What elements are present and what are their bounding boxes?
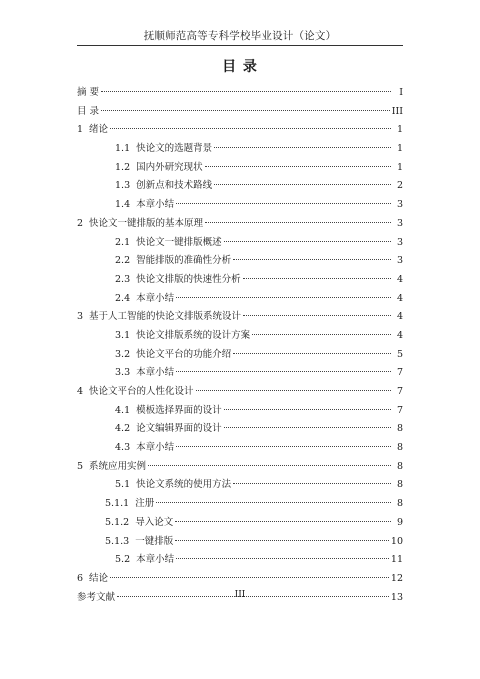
toc-entry-label: 系统应用实例 [89,460,147,472]
toc-entry-number: 3.2 [115,348,131,360]
toc-entry-number: 5.1.1 [105,498,130,510]
toc-entry-page: 1 [396,161,403,173]
toc-entry-number: 5.1.2 [105,516,130,528]
toc-entry-label: 基于人工智能的快论文排版系统设计 [89,311,242,323]
toc-dot-leader [176,203,391,204]
toc-entry-page: 8 [396,442,403,454]
toc-entry-label: 快论文一键排版概述 [136,236,222,248]
toc-entry-number: 4 [77,386,84,397]
toc-entry-page: 4 [396,292,403,304]
page-header: 抚顺师范高等专科学校毕业设计（论文） [143,30,337,42]
toc-dot-leader [196,390,391,391]
toc-entry-number: 2.4 [115,292,131,304]
toc-entry-label: 国内外研究现状 [136,161,203,173]
toc-entry-label: 本章小结 [136,292,175,304]
toc-dot-leader [175,521,391,522]
toc-dot-leader [205,222,391,223]
toc-entry-number: 6 [77,572,84,584]
page-title: 目 录 [222,59,258,75]
toc-entry-page: III [391,105,403,117]
toc-entry-page: 8 [396,460,403,472]
toc-entry-page: I [399,87,403,98]
toc-entry[interactable] [77,215,403,234]
toc-entry[interactable] [77,196,403,215]
toc-entry[interactable] [77,402,403,421]
toc-dot-leader [214,184,391,185]
toc-entry-label: 论文编辑界面的设计 [136,423,222,435]
toc-entry-label: 创新点和技术路线 [136,180,213,192]
toc-entry-page: 3 [396,199,403,211]
toc-entry-label: 快论文排版的快速性分析 [136,273,241,285]
toc-entry-number: 4.1 [115,404,131,416]
page-number: III [234,590,246,600]
toc-dot-leader [233,259,391,260]
toc-dot-leader [233,483,391,484]
toc-entry-page: 7 [396,386,403,397]
toc-entry-label: 摘 要 [77,87,100,98]
toc-entry[interactable] [77,495,403,514]
toc-dot-leader [110,128,391,129]
toc-entry-page: 9 [396,516,403,528]
toc-dot-leader [176,297,391,298]
toc-entry[interactable] [77,551,403,570]
toc-entry[interactable] [77,140,403,159]
toc-entry-number: 4.3 [115,442,131,454]
toc-entry-label: 本章小结 [136,554,175,566]
toc-dot-leader [224,427,391,428]
toc-entry-number: 1.4 [115,199,131,211]
toc-entry-number: 1 [77,124,84,136]
toc-entry-label: 智能排版的准确性分析 [136,255,232,267]
toc-dot-leader [176,558,389,559]
toc-entry-page: 3 [396,217,403,229]
toc-dot-leader [175,540,389,541]
toc-dot-leader [148,465,391,466]
toc-entry-number: 1.2 [115,161,131,173]
toc-entry-label: 快论文的选题背景 [136,143,213,155]
toc-entry-label: 绪论 [89,124,109,136]
toc-entry[interactable] [77,103,403,122]
toc-dot-leader [214,147,391,148]
toc-dot-leader [176,446,391,447]
toc-entry-number: 3.1 [115,329,131,341]
toc-entry-number: 5.2 [115,554,131,566]
toc-entry[interactable] [77,121,403,140]
toc-entry-label: 注册 [135,498,155,510]
toc-entry[interactable] [77,308,403,327]
toc-entry-label: 本章小结 [136,199,175,211]
toc-dot-leader [224,409,391,410]
toc-entry-page: 11 [390,554,403,566]
toc-entry-page: 7 [396,367,403,379]
toc-entry-page: 4 [396,311,403,323]
toc-entry-page: 8 [396,479,403,491]
header-divider [77,45,403,46]
toc-entry-label: 参考文献 [77,591,116,603]
toc-entry-page: 2 [396,180,403,192]
toc-dot-leader [176,371,391,372]
toc-dot-leader [205,166,391,167]
toc-entry-label: 一键排版 [135,535,174,547]
toc-entry-number: 1.3 [115,180,131,192]
toc-dot-leader [224,241,391,242]
toc-entry[interactable] [77,383,403,402]
toc-entry-page: 1 [396,124,403,136]
toc-dot-leader [101,91,391,92]
toc-entry-page: 3 [396,236,403,248]
toc-dot-leader [101,110,390,111]
toc-entry-label: 导入论文 [135,516,174,528]
toc-entry-number: 5.1.3 [105,535,130,547]
toc-dot-leader [110,577,389,578]
toc-entry[interactable] [77,159,403,178]
table-of-contents [77,84,403,607]
toc-entry-label: 快论文一键排版的基本原理 [89,217,204,229]
toc-entry-number: 2 [77,217,84,229]
toc-entry-page: 10 [390,535,403,547]
toc-entry-number: 5.1 [115,479,131,491]
toc-dot-leader [233,353,391,354]
toc-entry-page: 4 [396,273,403,285]
toc-entry[interactable] [77,290,403,309]
toc-entry-number: 5 [77,460,84,472]
toc-entry[interactable] [77,420,403,439]
toc-entry[interactable] [77,533,403,552]
toc-entry[interactable] [77,271,403,290]
toc-entry-page: 5 [396,348,403,360]
toc-entry[interactable] [77,514,403,533]
toc-dot-leader [156,502,391,503]
toc-entry[interactable] [77,439,403,458]
toc-entry[interactable] [77,84,403,103]
toc-entry-page: 7 [396,404,403,416]
toc-entry-label: 本章小结 [136,367,175,379]
toc-dot-leader [243,315,391,316]
toc-entry[interactable] [77,252,403,271]
toc-entry-label: 快论文排版系统的设计方案 [136,329,251,341]
toc-entry[interactable] [77,364,403,383]
toc-entry-label: 快论文平台的功能介绍 [136,348,232,360]
toc-entry-page: 13 [390,591,403,603]
toc-entry-number: 2.2 [115,255,131,267]
toc-entry-page: 1 [396,143,403,155]
toc-entry[interactable] [77,570,403,589]
toc-entry-label: 模板选择界面的设计 [136,404,222,416]
toc-dot-leader [243,278,391,279]
toc-entry-label: 快论文平台的人性化设计 [89,386,194,397]
toc-entry-number: 4.2 [115,423,131,435]
toc-entry[interactable] [77,476,403,495]
toc-entry[interactable] [77,234,403,253]
toc-entry-page: 3 [396,255,403,267]
toc-dot-leader [252,334,391,335]
toc-entry-label: 结论 [89,572,109,584]
toc-entry-number: 1.1 [115,143,131,155]
toc-entry-number: 2.3 [115,273,131,285]
toc-entry-label: 本章小结 [136,442,175,454]
toc-entry[interactable] [77,458,403,477]
toc-entry-number: 3 [77,311,84,323]
toc-entry[interactable] [77,177,403,196]
toc-entry-page: 8 [396,498,403,510]
toc-entry[interactable] [77,346,403,365]
toc-entry-page: 4 [396,329,403,341]
toc-entry[interactable] [77,327,403,346]
toc-entry-page: 8 [396,423,403,435]
toc-entry-page: 12 [390,572,403,584]
toc-entry-number: 3.3 [115,367,131,379]
toc-entry-label: 目 录 [77,105,100,117]
toc-entry-number: 2.1 [115,236,131,248]
toc-entry-label: 快论文系统的使用方法 [136,479,232,491]
